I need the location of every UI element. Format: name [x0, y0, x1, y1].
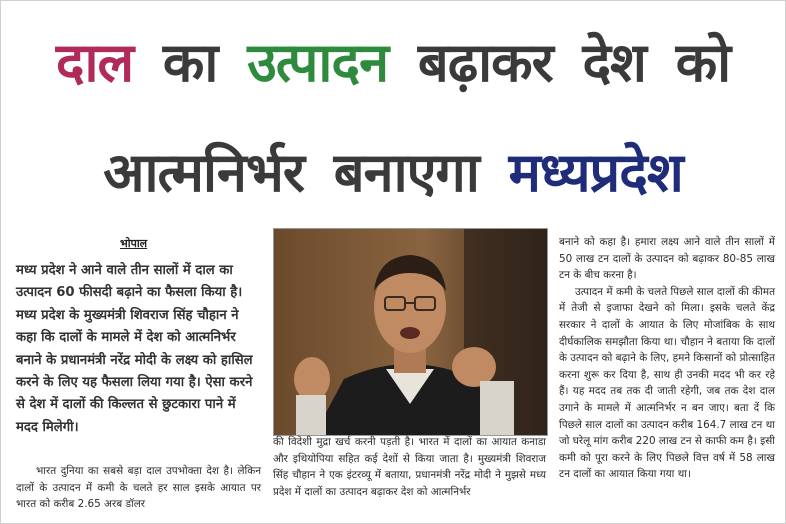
body-paragraph-middle: की विदेशी मुद्रा खर्च करनी पड़ती है। भारत में दालों का आयात कनाडा और इथियोपिया सहित कई देशों से किया जाता है। मुख्यमंत्री शिवराज सिंह चौहान ने एक इंटरव्यू में बताया, प्रधानमंत्री नरेंद्र मोदी ने मुझसे मध्य प्रदेश में दालों का उत्पादन बढ़ाकर देश को आत्मनिर्भर — [273, 436, 546, 498]
body-column-right — [559, 234, 775, 483]
photo-illustration — [274, 229, 547, 435]
headline-line-1 — [0, 30, 786, 96]
headline-word: को — [675, 31, 731, 94]
body-paragraph-left: भारत दुनिया का सबसे बड़ा दाल उपभोक्ता देश है। लेकिन दालों के उत्पादन में कमी के चलते हर साल इसके आयात पर भारत को करीब 2.65 अरब डॉलर — [16, 465, 261, 511]
headline-word: बनाएगा — [333, 141, 479, 204]
headline-word: मध्यप्रदेश — [508, 141, 683, 204]
headline-word: देश — [582, 31, 646, 94]
headline-word: दाल — [55, 31, 134, 94]
photo-chief-minister — [273, 228, 548, 436]
headline-word: का — [162, 31, 218, 94]
dateline: भोपाल — [120, 237, 148, 250]
headline-word: आत्मनिर्भर — [103, 141, 304, 204]
lead-paragraph: मध्य प्रदेश ने आने वाले तीन सालों में दाल का उत्पादन 60 फीसदी बढ़ाने का फैसला किया है। मध्य प्रदेश के मुख्यमंत्री शिवराज सिंह चौहान ने कहा कि दालों के मामले में देश को आत्मनिर्भर बनाने के प्रधानमंत्री नरेंद्र मोदी के लक्ष्य को हासिल करने के लिए यह फैसला लिया गया है। ऐसा करने से देश में दालों की किल्लत से छुटकारा पाने में मदद मिलेगी। — [16, 263, 253, 435]
headline-word: बढ़ाकर — [417, 31, 553, 94]
body-paragraph: उत्पादन में कमी के चलते पिछले साल दालों की कीमत में तेजी से इजाफा देखने को मिला। इसके चलते केंद्र सरकार ने दालों के आयात के लिए मोजांबिक के साथ दीर्घकालिक समझौता किया था। चौहान ने बताया कि दालों के उत्पादन को बढ़ाने के लिए, हमने किसानों को प्रोत्साहित करना शुरू कर दिया है, साथ ही उनकी मदद भी कर रहे हैं। यह मदद तब तक दी जाती रहेगी, जब तक देश दाल उगाने के मामले में आत्मनिर्भर न बन जाए। बता दें कि पिछले साल दालों का उत्पादन करीब 164.7 लाख टन था जो घरेलू मांग करीब 220 लाख टन से काफी कम है। इसी कमी को पूरा करने के लिए पिछले वित्त वर्ष में 58 लाख टन दालों का आयात किया गया था। — [559, 285, 775, 481]
headline-line-2 — [0, 140, 786, 206]
body-paragraph: बनाने को कहा है। हमारा लक्ष्य आने वाले तीन सालों में 50 लाख टन दालों के उत्पादन को बढ़ाकर 80-85 लाख टन के बीच करना है। — [559, 236, 775, 282]
headline-word: उत्पादन — [247, 31, 389, 94]
